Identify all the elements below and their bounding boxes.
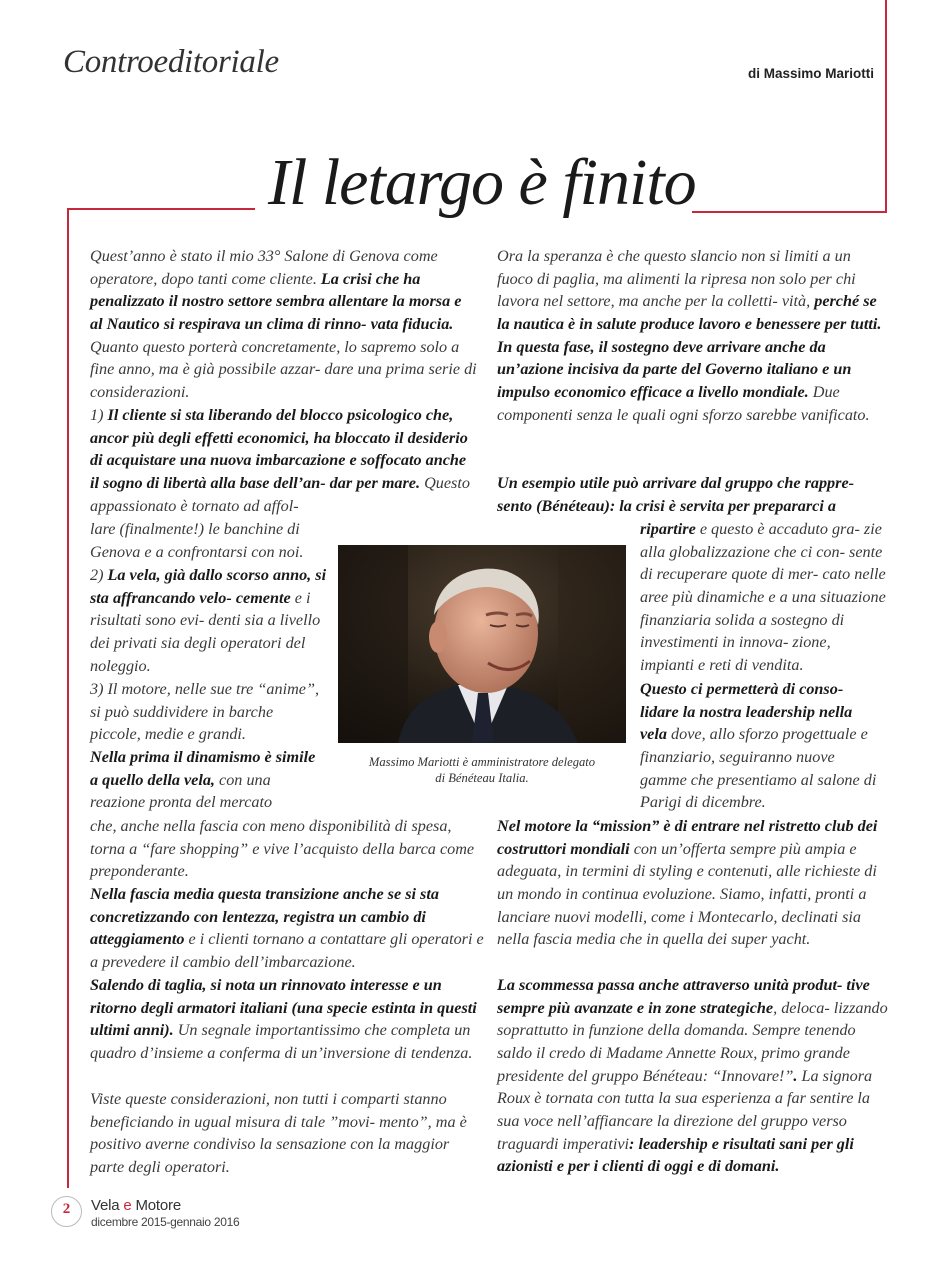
- text-run: 1): [90, 406, 108, 424]
- left-paragraph: [90, 883, 485, 974]
- photo-caption-line-2: di Bénéteau Italia.: [435, 771, 529, 785]
- bold-text-run: perché se la nautica è in salute produce lavoro e benessere per tutti. In questa fase, il sostegno deve arrivare anche da un’azione incisiva da parte del Governo italiano e un impulso economico efficace a livello mondiale.: [497, 292, 882, 401]
- magazine-name-part-2: Motore: [131, 1197, 181, 1214]
- bold-text-run: Il cliente si sta liberando del blocco psicologico che, ancor più degli effetti economici, ha bloccato il desiderio di acquistare una nuova imbarcazione e soffocato anche il sogno di libertà alla base dell’an- dar per mare.: [90, 406, 468, 492]
- bold-text-run: Un esempio utile può arrivare dal gruppo che rappre- sento (Bénéteau): la crisi è servita per prepararci a: [497, 474, 855, 515]
- magazine-name-part-1: Vela: [91, 1197, 124, 1214]
- text-run: Due componenti senza le quali ogni sforzo sarebbe vanificato.: [497, 382, 870, 424]
- right-paragraph: [640, 678, 882, 814]
- author-byline: di Massimo Mariotti: [748, 66, 875, 81]
- text-run: e i risultati sono evi- denti sia a livello dei privati sia degli operatori del noleggio.: [90, 588, 321, 675]
- frame-line-left: [67, 208, 69, 1188]
- portrait-illustration: [338, 545, 626, 743]
- bold-text-run: Nel motore la “mission” è di entrare nel ristretto club dei costruttori mondiali: [497, 817, 878, 858]
- left-paragraph: [90, 678, 320, 746]
- left-paragraph: [90, 746, 320, 814]
- text-run: e i clienti tornano a contattare gli operatori e a prevedere il cambio dell’imbarcazione.: [90, 930, 484, 971]
- left-paragraph: [90, 518, 335, 563]
- text-run: Viste queste considerazioni, non tutti i comparti stanno beneficiando in ugual misura di tale ”movi- mento”, ma è positivo averne condiviso la sensazione con la maggior parte degli operatori.: [90, 1090, 467, 1176]
- text-run: Quest’anno è stato il mio 33° Salone di Genova come operatore, dopo tanti come cliente.: [90, 247, 438, 288]
- magazine-name-e: e: [123, 1197, 132, 1214]
- text-run: 3) Il motore, nelle sue tre “anime”, si può suddividere in barche piccole, medie e grandi.: [90, 680, 319, 744]
- text-run: lare (finalmente!) le banchine di Genova e a confrontarsi con noi.: [90, 520, 304, 561]
- left-paragraph: [90, 564, 330, 677]
- bold-text-run: ripartire: [640, 520, 696, 538]
- text-run: con una reazione pronta del mercato: [90, 770, 273, 812]
- page-number: 2: [62, 1201, 71, 1217]
- bold-text-run: La crisi che ha penalizzato il nostro settore sembra allentare la morsa e al Nautico si respirava un clima di rinno- vata fiducia.: [90, 269, 462, 333]
- text-run: Ora la speranza è che questo slancio non si limiti a un fuoco di paglia, ma alimenti la ripresa non solo per chi lavora nel settore, ma anche per la colletti- vità,: [497, 247, 856, 311]
- bold-text-run: Questo ci permetterà di conso- lidare la nostra leadership nella vela: [640, 680, 853, 744]
- bold-text-run: La vela, già dallo scorso anno, si sta affrancando velo- cemente: [90, 566, 327, 607]
- bold-text-run: Nella fascia media questa transizione anche se si sta concretizzando con lentezza, registra un cambio di atteggiamento: [90, 885, 439, 949]
- section-label: Controeditoriale: [63, 44, 279, 80]
- left-paragraph: [90, 1088, 485, 1179]
- text-run: con un’offerta sempre più ampia e adeguata, in termini di styling e contenuti, alle richieste di un mondo in continua evoluzione. Siamo, infatti, pronti a lanciare nuovi modelli, come i Montecarlo, declinati sia nella fascia media che in quella dei super yacht.: [497, 839, 877, 949]
- bold-text-run: Salendo di taglia, si nota un rinnovato interesse e un ritorno degli armatori italiani (una specie estinta in questi ultimi anni).: [90, 976, 477, 1040]
- bold-text-run: : leadership e risultati sani per gli azionisti e per i clienti di oggi e di domani.: [497, 1134, 854, 1176]
- text-run: dove, allo sforzo progettuale e finanziario, seguiranno nuove gamme che presentiamo al salone di Parigi di dicembre.: [640, 725, 877, 812]
- article-title: Il letargo è finito: [268, 146, 696, 219]
- magazine-name: [91, 1197, 181, 1214]
- text-run: La signora Roux è tornata con tutta la sua esperienza a far sentire la sua voce nell’affiancare la direzione del gruppo verso traguardi imperativi: [497, 1066, 873, 1153]
- right-paragraph: [497, 472, 885, 517]
- photo-caption: [338, 754, 626, 786]
- frame-line-top-right: [692, 211, 887, 213]
- left-paragraph: [90, 815, 485, 883]
- text-run: Un segnale importantissimo che completa un quadro d’insieme a conferma di un’inversione di tendenza.: [90, 1021, 473, 1062]
- left-paragraph: [90, 404, 478, 517]
- bold-text-run: Nella prima il dinamismo è simile a quello della vela,: [90, 748, 316, 789]
- text-run: , deloca- lizzando soprattutto in funzione della domanda. Sempre tenendo saldo il credo di Madame Annette Roux, primo grande presidente del gruppo Bénéteau: “Innovare!”: [497, 998, 888, 1085]
- photo-caption-line-1: Massimo Mariotti è amministratore delegato: [368, 755, 596, 769]
- right-paragraph: [640, 518, 888, 677]
- right-paragraph: [497, 974, 889, 1178]
- text-run: che, anche nella fascia con meno disponibilità di spesa, torna a “fare shopping” e vive l’acquisto della barca come preponderante.: [90, 817, 475, 881]
- text-run: Questo appassionato è tornato ad affol-: [90, 473, 470, 515]
- right-paragraph: [497, 815, 889, 951]
- frame-line-top-left: [67, 208, 255, 210]
- issue-date: dicembre 2015-gennaio 2016: [91, 1215, 240, 1229]
- left-paragraph: [90, 974, 485, 1065]
- left-paragraph: [90, 245, 478, 404]
- text-run: e questo è accaduto gra- zie alla globalizzazione che ci con- sente di recuperare quote di mer- cato nelle aree più dinamiche e a una situazione finanziaria solida a sostegno di investimenti in innova- zione, impianti e reti di vendita.: [640, 520, 886, 674]
- text-run: Quanto questo porterà concretamente, lo sapremo solo a fine anno, ma è già possibile azzar- dare una prima serie di considerazioni.: [90, 337, 477, 401]
- text-run: 2): [90, 566, 108, 584]
- bold-text-run: La scommessa passa anche attraverso unità produt- tive sempre più avanzate e in zone strategiche: [497, 976, 870, 1017]
- frame-line-right: [885, 0, 887, 213]
- bold-text-run: .: [793, 1066, 798, 1085]
- portrait-photo: [338, 545, 626, 743]
- right-paragraph: [497, 245, 885, 426]
